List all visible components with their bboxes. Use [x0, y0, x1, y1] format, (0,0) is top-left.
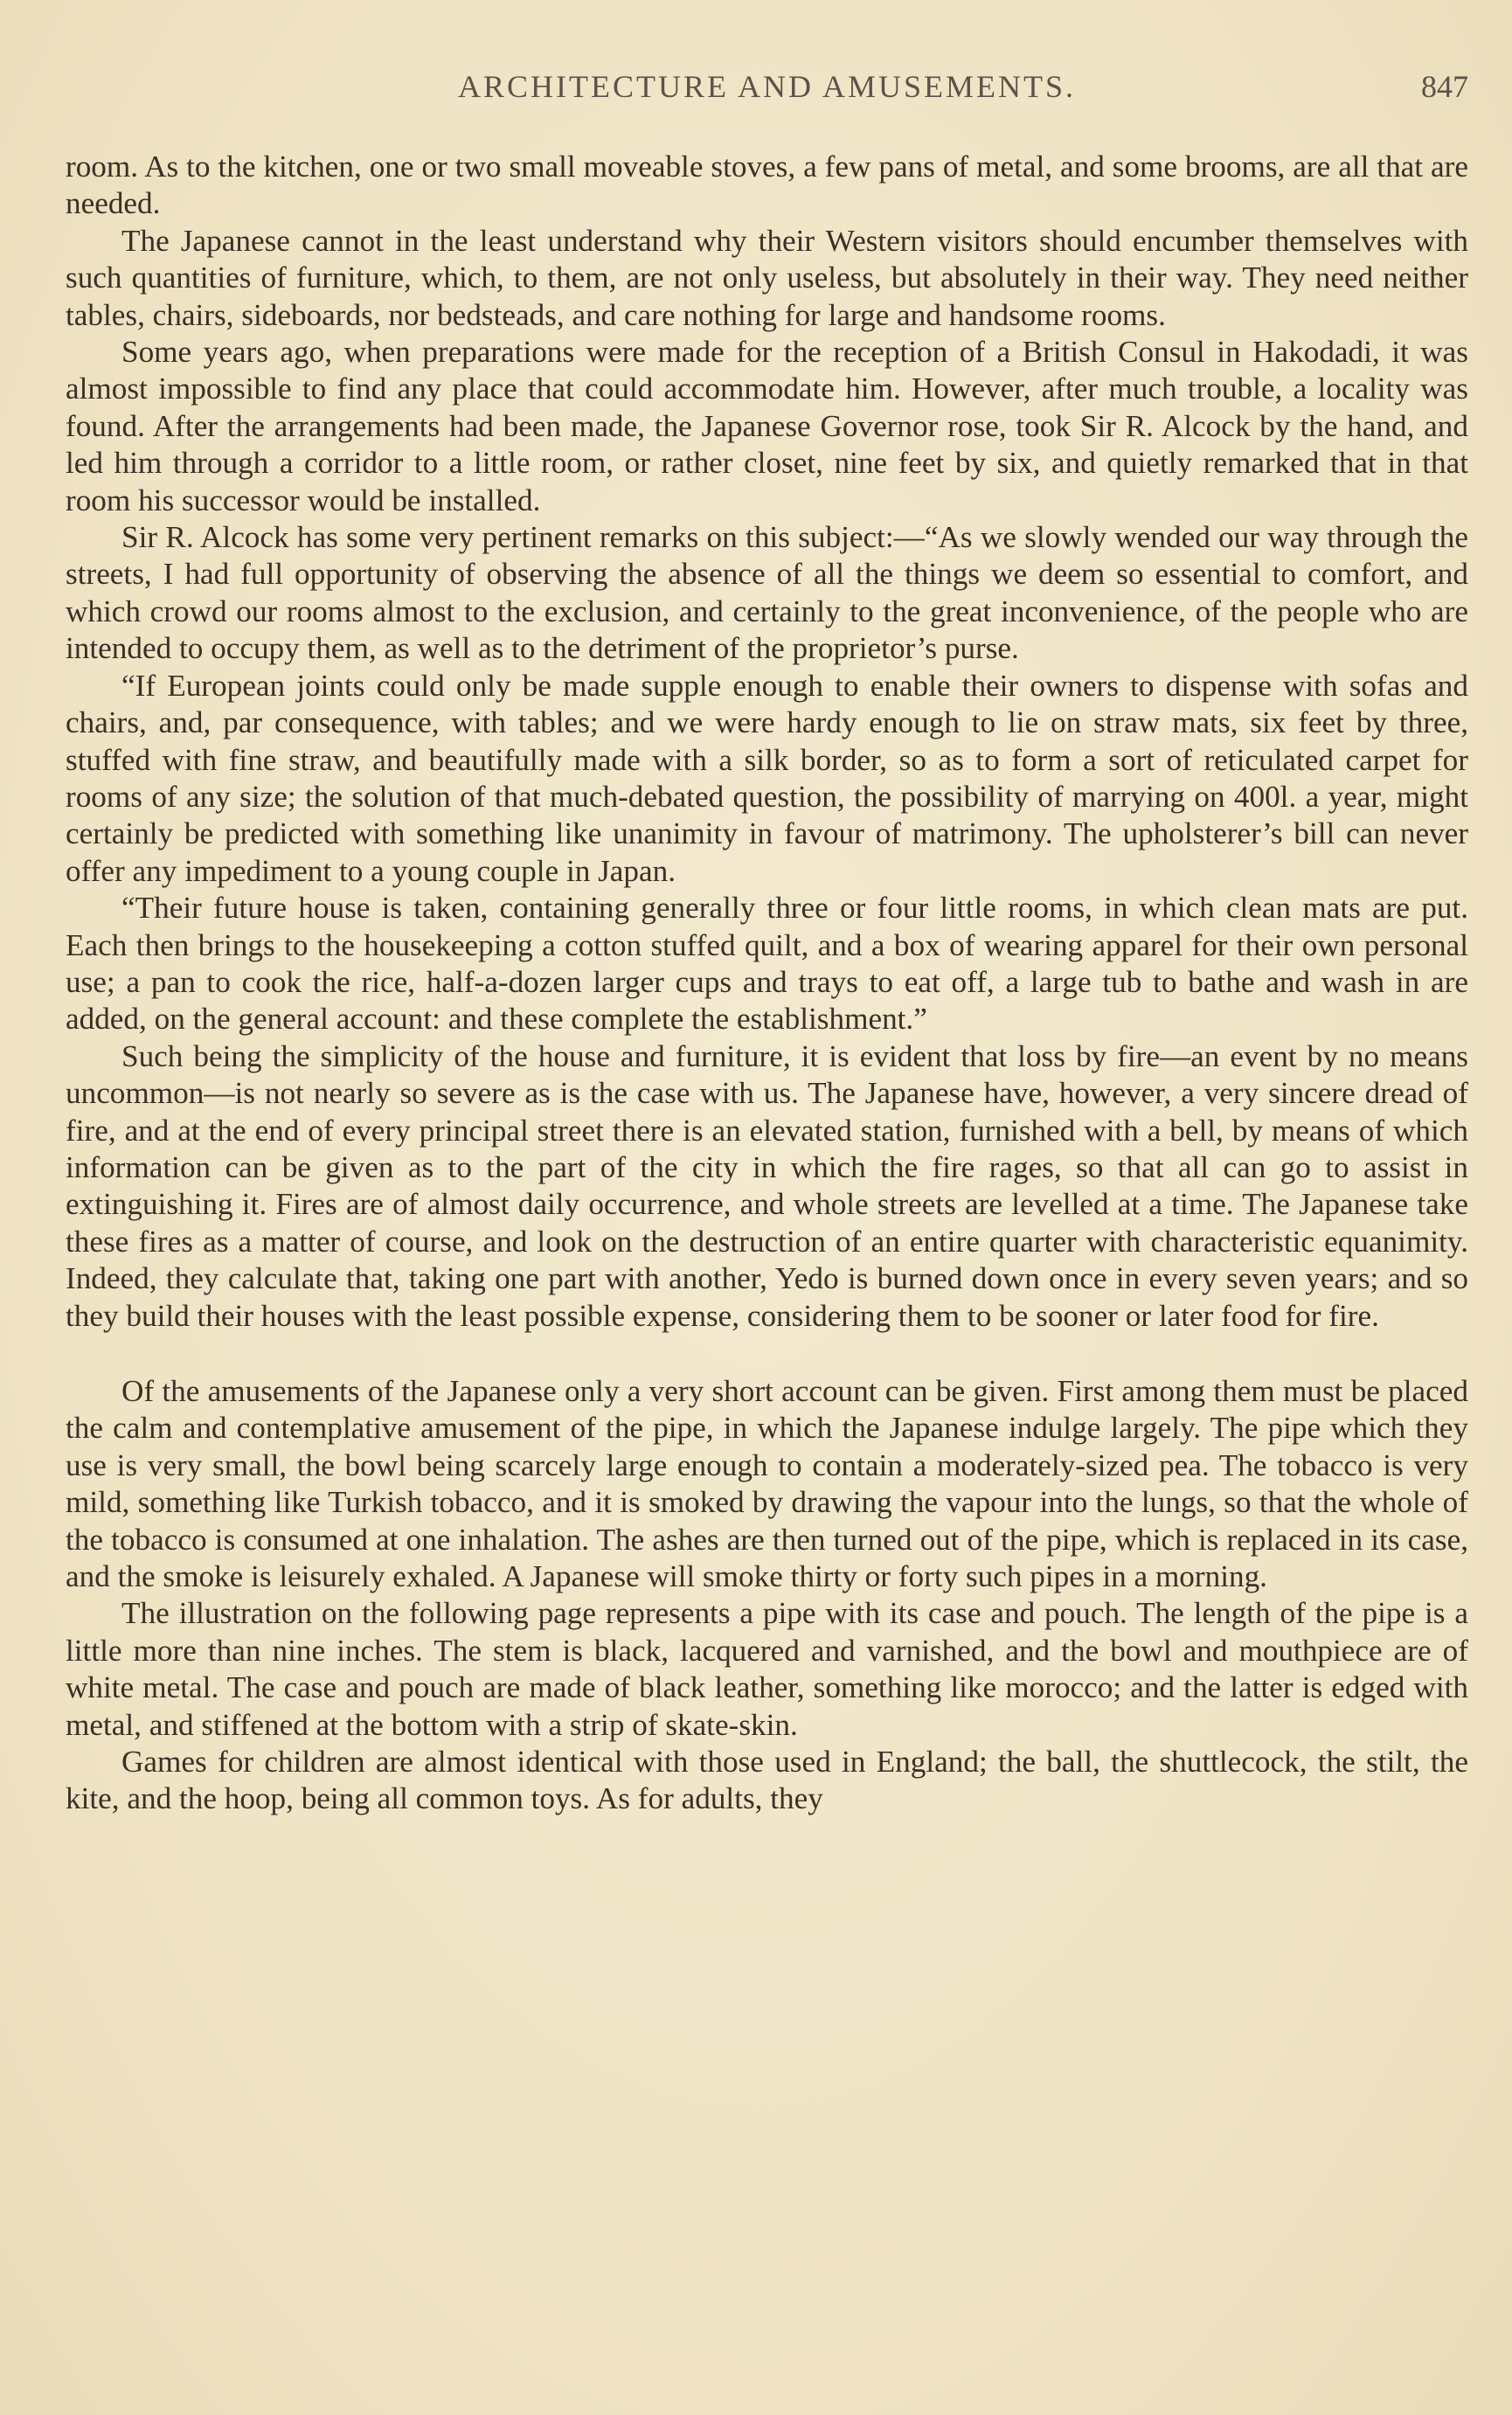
paragraph-alcock-remarks: Sir R. Alcock has some very pertinent remarks on this subject:—“As we slowly wended our way through the streets, I had full opportunity of observing the absence of all the things we deem so essential to comfort, and which crowd our rooms almost to the exclusion, and certainly to the great inconvenience, of the people who are intended to occupy them, as well as to the detriment of the proprietor’s purse. — [66, 520, 1468, 666]
paragraph-games: Games for children are almost identical with those used in England; the ball, the shuttlecock, the stilt, the kite, and the hoop, being all common toys. As for adults, they — [66, 1745, 1468, 1816]
page-number: 847 — [1421, 69, 1468, 104]
paragraph-kitchen-continuation: room. As to the kitchen, one or two small moveable stoves, a few pans of metal, and some brooms, are all that are needed. — [66, 149, 1468, 221]
paragraph-amusements: Of the amusements of the Japanese only a very short account can be given. First among them must be placed the calm and contemplative amusement of the pipe, in which the Japanese indulge largely. The pipe which they use is very small, the bowl being scarcely large enough to contain a moderately-sized pea. The tobacco is very mild, something like Turkish tobacco, and it is smoked by drawing the vapour into the lungs, so that the whole of the tobacco is consumed at one inhalation. The ashes are then turned out of the pipe, which is replaced in its case, and the smoke is leisurely exhaled. A Japanese will smoke thirty or forty such pipes in a morning. — [66, 1374, 1468, 1594]
paragraph-furniture: The Japanese cannot in the least understand why their Western visitors should encumber themselves with such quantities of furniture, which, to them, are not only useless, but absolutely in their way. They need neither tables, chairs, sideboards, nor bedsteads, and care nothing for large and handsome rooms. — [66, 223, 1468, 332]
running-title: ARCHITECTURE AND AMUSEMENTS. — [457, 69, 1077, 104]
paragraph-fire: Such being the simplicity of the house and furniture, it is evident that loss by fire—an event by no means uncommon—is not nearly so severe as is the case with us. The Japanese have, however, a very sincere dread of fire, and at the end of every principal street there is an elevated station, furnished with a bell, by means of which information can be given as to the part of the city in which the fire rages, so that all can go to assist in extinguishing it. Fires are of almost daily occurrence, and whole streets are levelled at a time. The Japanese take these fires as a matter of course, and look on the destruction of an entire quarter with characteristic equanimity. Indeed, they calculate that, taking one part with another, Yedo is burned down once in every seven years; and so they build their houses with the least possible expense, considering them to be sooner or later food for fire. — [66, 1038, 1468, 1333]
body-text — [66, 149, 1468, 1818]
paragraph-pipe-illustration: The illustration on the following page represents a pipe with its case and pouch. The length of the pipe is a little more than nine inches. The stem is black, lacquered and varnished, and the bowl and mouthpiece are of white metal. The case and pouch are made of black leather, something like morocco; and the latter is edged with metal, and stiffened at the bottom with a strip of skate-skin. — [66, 1596, 1468, 1742]
running-head — [66, 68, 1468, 112]
paragraph-future-house: “Their future house is taken, containing generally three or four little rooms, in which clean mats are put. Each then brings to the housekeeping a cotton stuffed quilt, and a box of wearing apparel for their own personal use; a pan to cook the rice, half-a-dozen larger cups and trays to eat off, a large tub to bathe and wash in are added, on the general account: and these complete the establishment.” — [66, 891, 1468, 1037]
paragraph-consul: Some years ago, when preparations were made for the reception of a British Consul in Hakodadi, it was almost impossible to find any place that could accommodate him. However, after much trouble, a locality was found. After the arrangements had been made, the Japanese Governor rose, took Sir R. Alcock by the hand, and led him through a corridor to a little room, or rather closet, nine feet by six, and quietly remarked that in that room his successor would be installed. — [66, 335, 1468, 517]
paragraph-european-joints: “If European joints could only be made supple enough to enable their owners to dispense with sofas and chairs, and, par consequence, with tables; and we were hardy enough to lie on straw mats, six feet by three, stuffed with fine straw, and beautifully made with a silk border, so as to form a sort of reticulated carpet for rooms of any size; the solution of that much-debated question, the possibility of marrying on 400l. a year, might certainly be predicted with something like unanimity in favour of matrimony. The upholsterer’s bill can never offer any impediment to a young couple in Japan. — [66, 668, 1468, 888]
